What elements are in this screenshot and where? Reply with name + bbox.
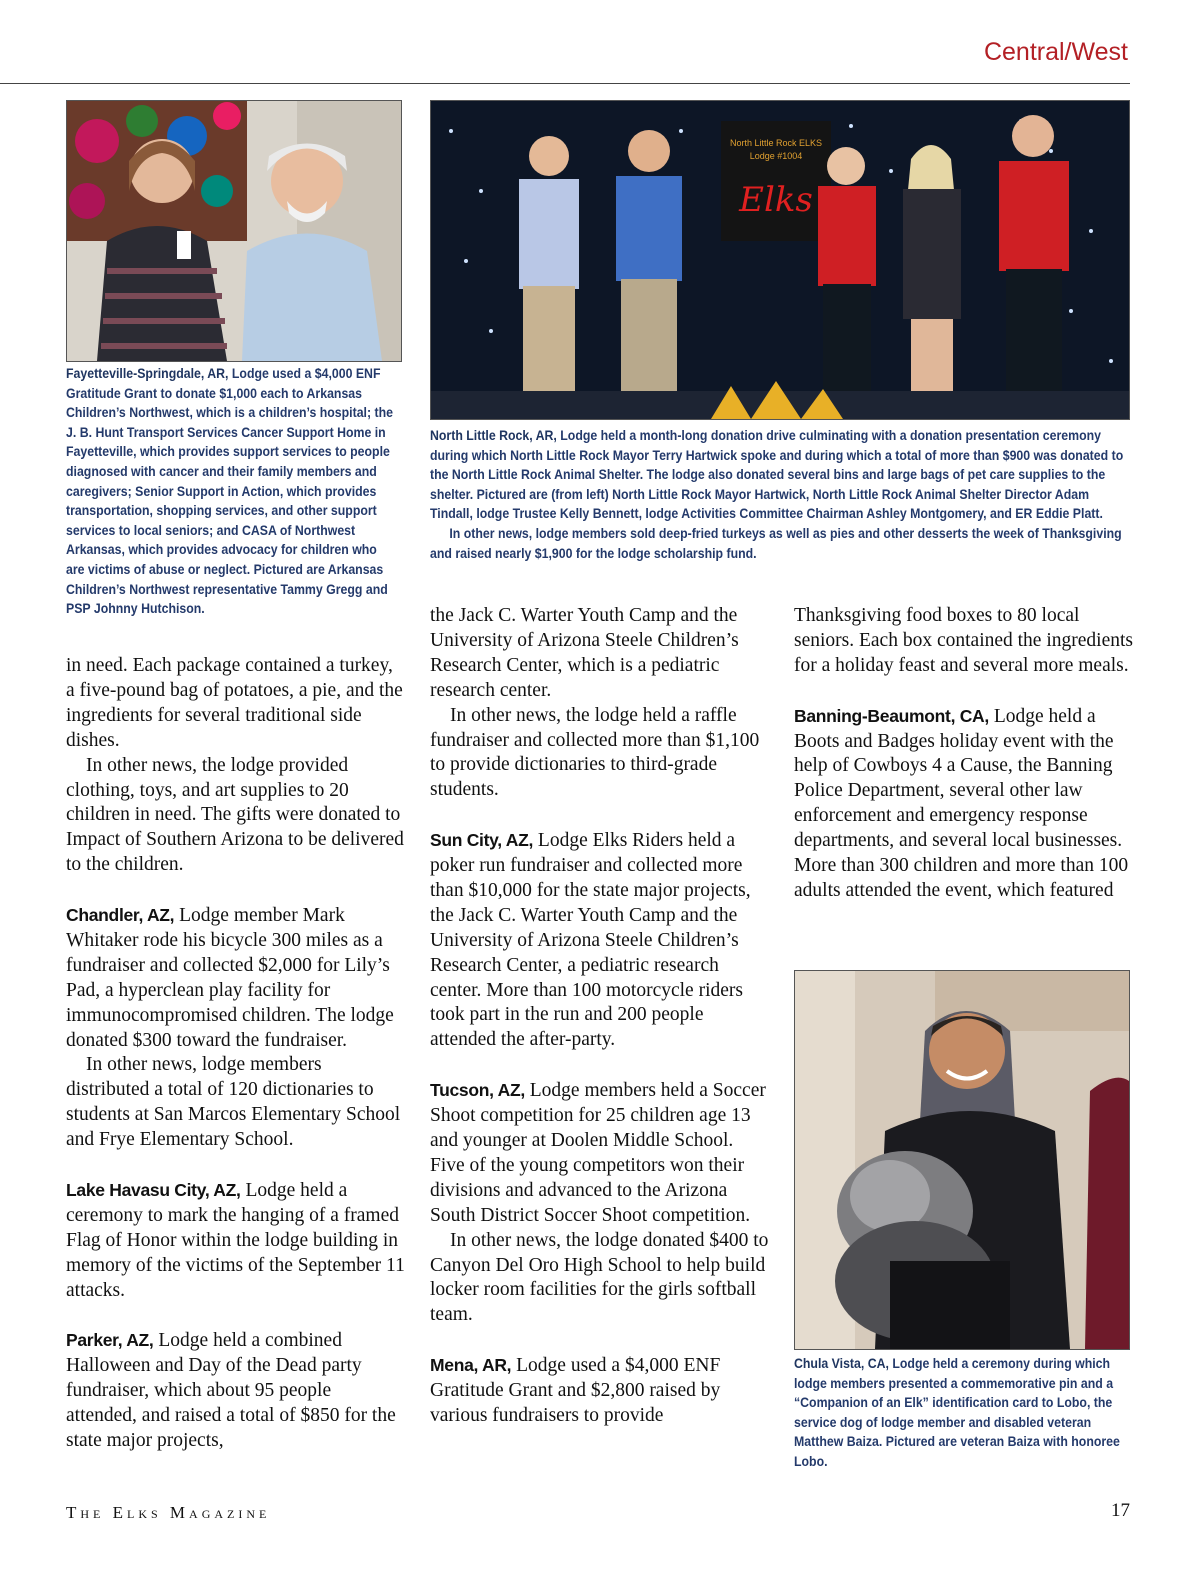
chandler-text: Lodge member Mark Whitaker rode his bicycle 300 miles as a fundraiser and collected $2,000 for Lily’s Pad, a hyperclean play facility for immunocompromised children. The lodge donated $300 toward the fundraiser. xyxy=(66,905,394,1051)
chula-vista-caption-text: Lodge held a ceremony during which lodge members presented a commemorative pin and a “Companion of an Elk” identification card to Lobo, the service dog of lodge member and disabled veteran Matthew Baiza. Pictured are veteran Baiza with honoree Lobo. xyxy=(794,1355,1120,1469)
elks-sign-logo: Elks xyxy=(739,180,813,220)
parker-item xyxy=(66,1328,406,1454)
havasu-text: Lodge held a ceremony to mark the hanging of a framed Flag of Honor within the lodge building in memory of the victims of the September 11 attacks. xyxy=(66,1180,405,1301)
tucson-text: Lodge members held a Soccer Shoot competition for 25 children age 13 and younger at Doolen Middle School. Five of the young competitors won their divisions and advanced to the Arizona South District Soccer Shoot competition. xyxy=(430,1080,766,1226)
col2-para-2: In other news, the lodge held a raffle fundraiser and collected more than $1,100 to provide dictionaries to third-grade students. xyxy=(430,704,760,801)
north-little-rock-photo xyxy=(430,100,1130,420)
magazine-title-text: The Elks Magazine xyxy=(66,1503,271,1522)
col2-para-1: the Jack C. Warter Youth Camp and the University of Arizona Steele Children’s Research Center, which is a pediatric research center. xyxy=(430,605,739,701)
north-little-rock-caption xyxy=(430,426,1125,563)
col1-para-2: In other news, the lodge provided clothing, toys, and art supplies to 20 children in need. The gifts were donated to Impact of Southern Arizona to be delivered to the children. xyxy=(66,754,404,876)
mena-text: Lodge used a $4,000 ENF Gratitude Grant and $2,800 raised by various fundraisers to provide xyxy=(430,1355,721,1426)
lodge-sign-line1: North Little Rock ELKS xyxy=(729,138,823,148)
header-rule xyxy=(0,83,1130,84)
havasu-lead: Lake Havasu City, AZ, xyxy=(66,1180,241,1200)
tucson-para-2: In other news, the lodge donated $400 to Canyon Del Oro High School to help build locker room facilities for the girls softball team. xyxy=(430,1229,769,1326)
havasu-item xyxy=(66,1178,406,1304)
chandler-lead: Chandler, AZ, xyxy=(66,905,175,926)
banning-text: Lodge held a Boots and Badges holiday event with the help of Cowboys 4 a Cause, the Banning Police Department, several other law enforcement and emergency response departments, and several local businesses. More than 300 children and more than 100 adults attended the event, which featured xyxy=(794,705,1129,901)
chula-vista-photo-art xyxy=(795,971,1129,1349)
suncity-item xyxy=(430,828,770,1053)
north-little-rock-caption-text2: In other news, lodge members sold deep-fried turkeys as well as pies and other desserts the week of Thanksgiving and raised nearly $1,900 for the lodge scholarship fund. xyxy=(430,524,1122,561)
fayetteville-photo xyxy=(66,100,402,362)
banning-lead: Banning-Beaumont, CA, xyxy=(794,705,989,726)
mena-item xyxy=(430,1353,770,1429)
tucson-lead: Tucson, AZ, xyxy=(430,1080,525,1101)
north-little-rock-caption-lead: North Little Rock, AR, xyxy=(430,427,557,443)
parker-text: Lodge held a combined Halloween and Day of the Dead party fundraiser, which about 95 people attended, and raised a total of $850 for the state major projects, xyxy=(66,1330,396,1452)
section-label: Central/West xyxy=(983,38,1128,66)
chula-vista-photo xyxy=(794,970,1130,1350)
col1-para-1: in need. Each package contained a turkey, a five-pound bag of potatoes, a pie, and the ingredients for several traditional side dishes. xyxy=(66,655,403,751)
chandler-item xyxy=(66,903,406,1053)
north-little-rock-caption-text: Lodge held a month-long donation drive culminating with a donation presentation ceremony during which North Little Rock Mayor Terry Hartwick spoke and during which a total of more than $900 was donated to the North Little Rock Animal Shelter. The lodge also donated several bins and large bags of pet care supplies to the shelter. Pictured are (from left) North Little Rock Mayor Hartwick, North Little Rock Animal Shelter Director Adam Tindall, lodge Trustee Kelly Bennett, lodge Activities Committee Chairman Ashley Montgomery, and ER Eddie Platt. xyxy=(430,427,1124,522)
col3-para-1: Thanksgiving food boxes to 80 local seniors. Each box contained the ingredients for a holiday feast and several more meals. xyxy=(794,605,1133,676)
column-3 xyxy=(794,604,1134,904)
column-2 xyxy=(430,604,770,1429)
fayetteville-caption xyxy=(66,364,399,619)
parker-lead: Parker, AZ, xyxy=(66,1330,154,1351)
suncity-text: Lodge Elks Riders held a poker run fundraiser and collected more than $10,000 for the state major projects, the Jack C. Warter Youth Camp and the University of Arizona Steele Children’s Research Center, a pediatric research center. More than 100 motorcycle riders took part in the run and 200 people attended the after-party. xyxy=(430,830,751,1051)
tucson-item xyxy=(430,1078,770,1228)
magazine-title xyxy=(66,1503,270,1523)
mena-lead: Mena, AR, xyxy=(430,1355,512,1376)
chandler-para-2: In other news, lodge members distributed a total of 120 dictionaries to students at San Marcos Elementary School and Frye Elementary School. xyxy=(66,1054,401,1151)
chula-vista-caption xyxy=(794,1354,1125,1472)
page-number: 17 xyxy=(1111,1500,1130,1521)
chula-vista-caption-lead: Chula Vista, CA, xyxy=(794,1355,889,1371)
fayetteville-photo-art xyxy=(67,101,401,361)
lodge-sign-line2: Lodge #1004 xyxy=(749,151,803,161)
fayetteville-caption-lead: Fayetteville-Springdale, AR, xyxy=(66,365,229,381)
north-little-rock-photo-art xyxy=(431,101,1129,419)
suncity-lead: Sun City, AZ, xyxy=(430,830,534,851)
person-4 xyxy=(903,145,961,391)
fayetteville-caption-text: Lodge used a $4,000 ENF Gratitude Grant to donate $1,000 each to Arkansas Children’s Northwest, which is a children’s hospital; the J. B. Hunt Transport Services Cancer Support Home in Fayetteville, which provides support services to people diagnosed with cancer and their family members and caregivers; Senior Support in Action, which provides transportation, shopping services, and other support services to local seniors; and CASA of Northwest Arkansas, which provides advocacy for children who are victims of abuse or neglect. Pictured are Arkansas Children’s Northwest representative Tammy Gregg and PSP Johnny Hutchison. xyxy=(66,365,393,617)
banning-item xyxy=(794,704,1134,904)
column-1 xyxy=(66,654,406,1454)
